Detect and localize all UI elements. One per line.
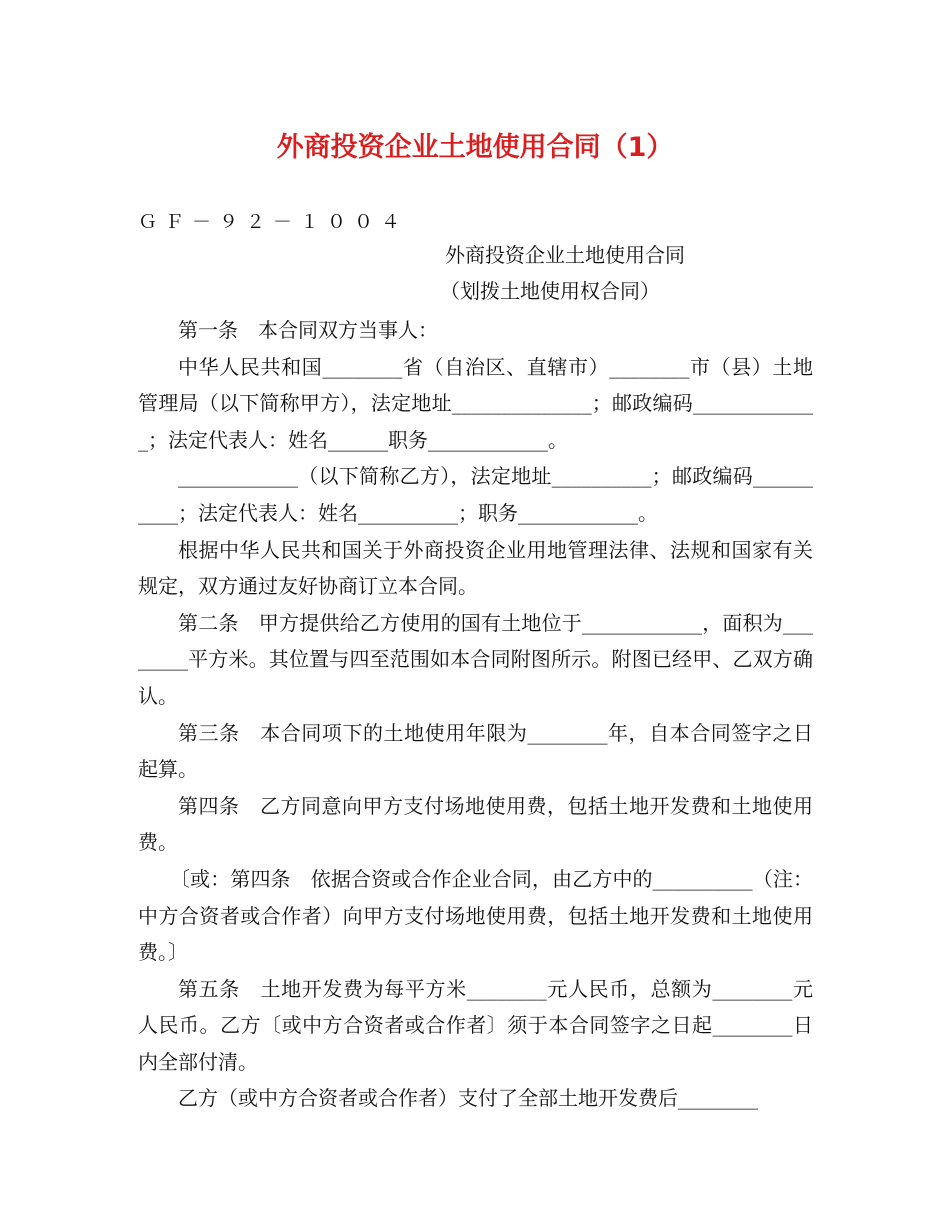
paragraph-payment: 乙方（或中方合资者或合作者）支付了全部土地开发费后________ bbox=[178, 1086, 758, 1111]
contract-body bbox=[138, 312, 813, 1117]
paragraph-article-2: 第二条 甲方提供给乙方使用的国有土地位于____________，面积为________平方米。其位置与四至范围如本合同附图所示。附图已经甲、乙双方确认。 bbox=[138, 610, 813, 708]
paragraph-article-4-alt: 〔或：第四条 依据合资或合作企业合同，由乙方中的__________（注：中方合资者或合作者）向甲方支付场地使用费，包括土地开发费和土地使用费。〕 bbox=[138, 866, 813, 965]
paragraph-article-5: 第五条 土地开发费为每平方米________元人民币，总额为________元人民币。乙方〔或中方合资者或合作者〕须于本合同签字之日起________日内全部付清。 bbox=[138, 976, 813, 1074]
paragraph-article-3: 第三条 本合同项下的土地使用年限为________年，自本合同签字之日起算。 bbox=[138, 720, 813, 782]
contract-type: （划拨土地使用权合同） bbox=[440, 279, 660, 303]
paragraph-party-a: 中华人民共和国________省（自治区、直辖市）________市（县）土地管理局（以下简称甲方），法定地址______________；邮政编码_____________；法定代表人：姓名______职务____________。 bbox=[138, 354, 813, 452]
paragraph-article-1: 第一条 本合同双方当事人： bbox=[178, 318, 438, 342]
document-title: 外商投资企业土地使用合同（1） bbox=[276, 132, 674, 163]
paragraph-party-b: ____________（以下简称乙方），法定地址__________；邮政编码__________；法定代表人：姓名__________；职务____________。 bbox=[138, 464, 813, 525]
paragraph-article-4: 第四条 乙方同意向甲方支付场地使用费，包括土地开发费和土地使用费。 bbox=[138, 793, 813, 855]
contract-name: 外商投资企业土地使用合同 bbox=[445, 243, 685, 267]
document-code: ＧＦ－９２－１００４ bbox=[138, 211, 409, 233]
paragraph-basis: 根据中华人民共和国关于外商投资企业用地管理法律、法规和国家有关规定，双方通过友好协商订立本合同。 bbox=[138, 537, 813, 599]
